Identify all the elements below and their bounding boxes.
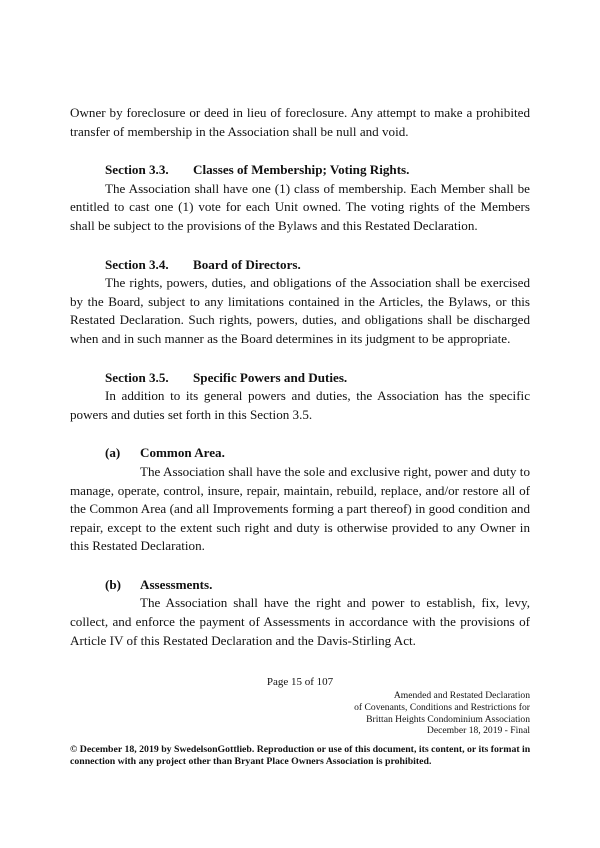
subsection-body: The Association shall have the sole and exclusive right, power and duty to manage, operate, control, insure, repair, maintain, rebuild, replace, and/or restore all of the Common Area (and all Improvements forming a part thereof) in good condition and repair, except to the extent such right and duty is otherwise provided to any Owner in this Restated Declaration. — [70, 463, 530, 554]
footer-line: of Covenants, Conditions and Restrictions for — [354, 701, 530, 713]
section-heading — [70, 161, 530, 180]
copyright-notice: © December 18, 2019 by SwedelsonGottlieb. Reproduction or use of this document, its content, or its format in connection with any project other than Bryant Place Owners Association is prohibited. — [70, 744, 531, 768]
subsection-b — [70, 576, 530, 650]
section-number: Section 3.3. — [105, 162, 169, 178]
subsection-title: Assessments. — [140, 576, 213, 592]
subsection-title: Common Area. — [140, 445, 225, 461]
subsection-label: (a) — [105, 445, 121, 461]
footer-line: December 18, 2019 - Final — [426, 725, 530, 737]
subsection-heading — [70, 576, 530, 595]
section-number: Section 3.4. — [105, 256, 169, 272]
section-number: Section 3.5. — [105, 369, 169, 385]
section-body: The rights, powers, duties, and obligations of the Association shall be exercised by the Board, subject to any limitations contained in the Articles, the Bylaws, or this Restated Declaration. Such rights, powers, duties, and obligations shall be discharged when and in such manner as the Board determines in its judgment to be appropriate. — [70, 275, 530, 346]
section-3-5 — [70, 369, 530, 425]
section-3-4 — [70, 256, 530, 349]
section-title: Board of Directors. — [193, 256, 301, 272]
intro-paragraph: Owner by foreclosure or deed in lieu of foreclosure. Any attempt to make a prohibited transfer of membership in the Association shall be null and void. — [70, 105, 530, 139]
section-body: In addition to its general powers and duties, the Association has the specific powers and duties set forth in this Section 3.5. — [70, 388, 530, 422]
document-body — [70, 104, 530, 650]
subsection-heading — [70, 444, 530, 463]
subsection-body: The Association shall have the right and power to establish, fix, levy, collect, and enforce the payment of Assessments in accordance with the provisions of Article IV of this Restated Declaration and the Davis-Stirling Act. — [70, 595, 530, 648]
section-3-3 — [70, 161, 530, 235]
subsection-label: (b) — [105, 576, 122, 592]
section-title: Classes of Membership; Voting Rights. — [193, 162, 410, 178]
footer-line: Amended and Restated Declaration — [393, 690, 530, 701]
section-title: Specific Powers and Duties. — [193, 369, 348, 385]
subsection-a — [70, 444, 530, 556]
section-heading — [70, 256, 530, 275]
document-footer — [354, 690, 530, 737]
section-body: The Association shall have one (1) class of membership. Each Member shall be entitled to cast one (1) vote for each Unit owned. The voting rights of the Members shall be subject to the provisions of the Bylaws and this Restated Declaration. — [70, 180, 530, 233]
section-heading — [70, 369, 530, 388]
footer-line: Brittan Heights Condominium Association — [366, 713, 530, 725]
page-number: Page 15 of 107 — [266, 676, 334, 688]
